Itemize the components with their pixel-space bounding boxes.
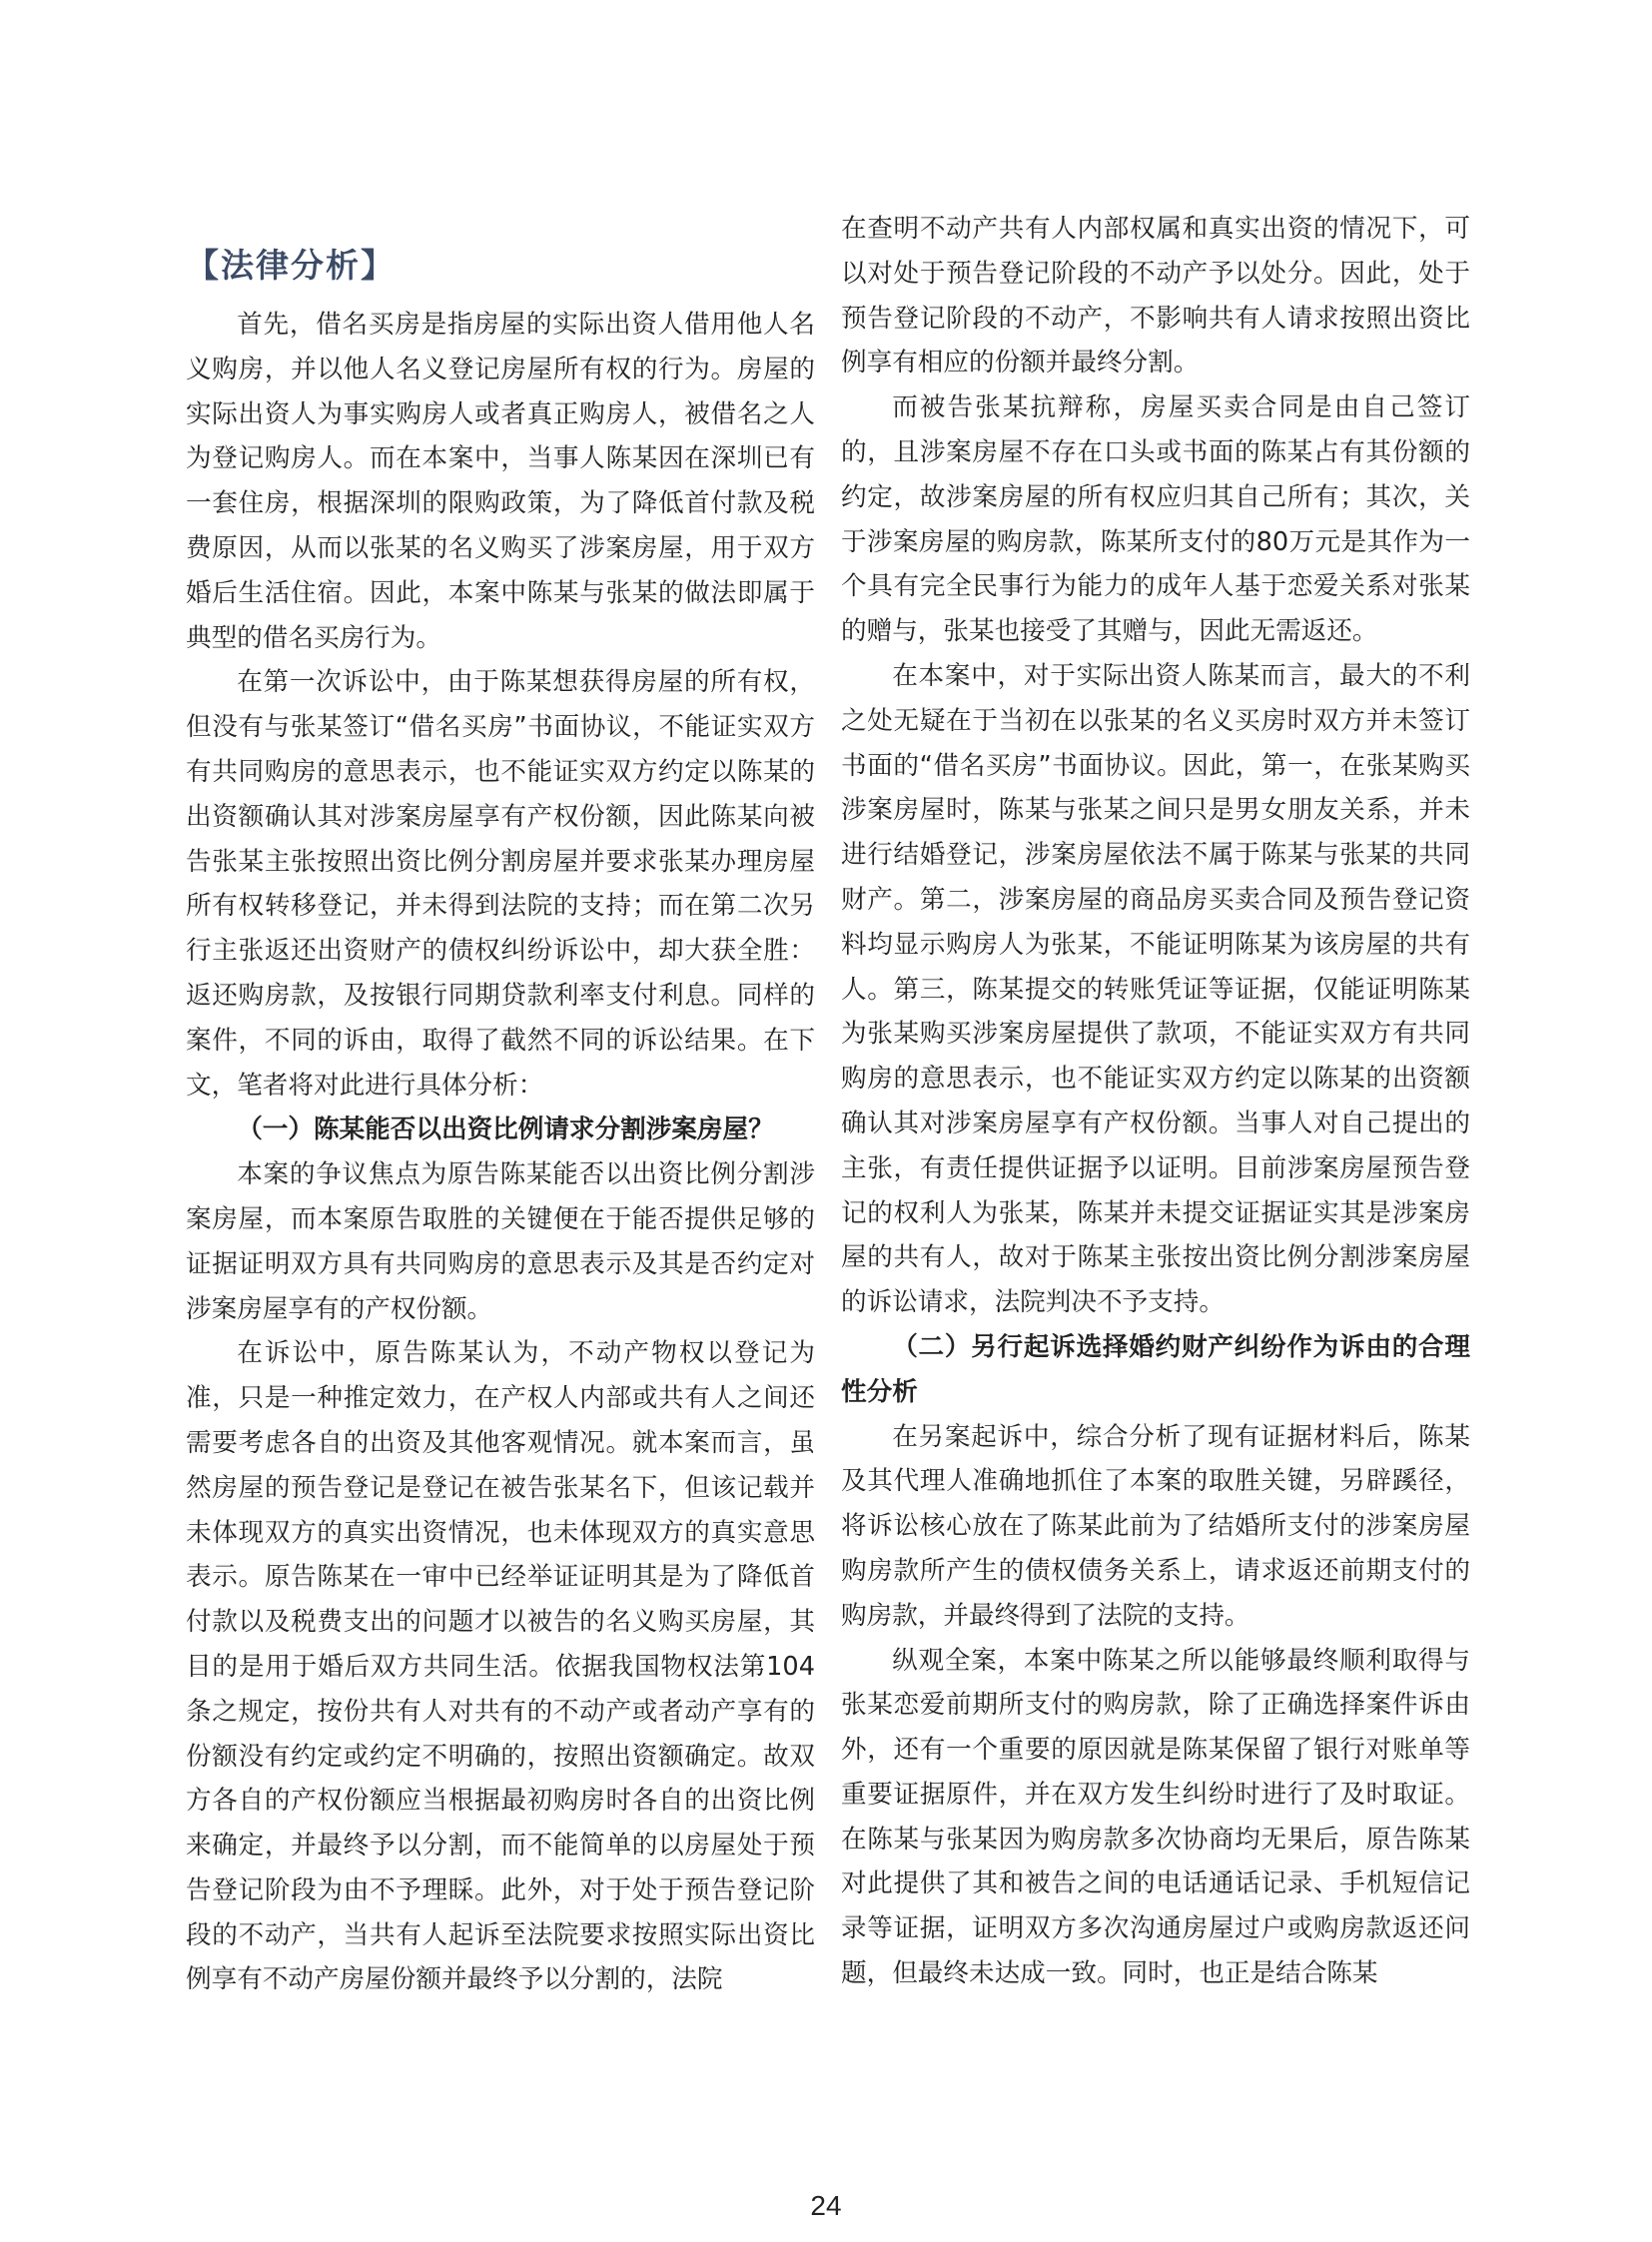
paragraph: 在诉讼中，原告陈某认为，不动产物权以登记为准，只是一种推定效力，在产权人内部或共有人之间还需要考虑各自的出资及其他客观情况。就本案而言，虽然房屋的预告登记是登记在被告张某名下，但该记载并未体现双方的真实出资情况，也未体现双方的真实意思表示。原告陈某在一审中已经举证证明其是为了降低首付款以及税费支出的问题才以被告的名义购买房屋，其目的是用于婚后双方共同生活。依据我国物权法第104条之规定，按份共有人对共有的不动产或者动产享有的份额没有约定或约定不明确的，按照出资额确定。故双方各自的产权份额应当根据最初购房时各自的出资比例来确定，并最终予以分割，而不能简单的以房屋处于预告登记阶段为由不予理睬。此外，对于处于预告登记阶段的不动产，当共有人起诉至法院要求按照实际出资比例享有不动产房屋份额并最终予以分割的，法院 [186,1338,815,1995]
right-column [841,207,1470,1996]
section-heading: 【法律分析】 [186,246,396,285]
left-column [186,205,815,2002]
paragraph-continued: 在查明不动产共有人内部权属和真实出资的情况下，可以对处于预告登记阶段的不动产予以处分。因此，处于预告登记阶段的不动产，不影响共有人请求按照出资比例享有相应的份额并最终分割。 [841,214,1470,378]
paragraph: 本案的争议焦点为原告陈某能否以出资比例分割涉案房屋，而本案原告取胜的关键便在于能否提供足够的证据证明双方具有共同购房的意思表示及其是否约定对涉案房屋享有的产权份额。 [186,1159,815,1324]
page-number: 24 [810,2190,842,2221]
paragraph: 在另案起诉中，综合分析了现有证据材料后，陈某及其代理人准确地抓住了本案的取胜关键，另辟蹊径，将诉讼核心放在了陈某此前为了结婚所支付的涉案房屋购房款所产生的债权债务关系上，请求返还前期支付的购房款，并最终得到了法院的支持。 [841,1421,1470,1631]
subheading: （二）另行起诉选择婚约财产纠纷作为诉由的合理性分析 [841,1331,1470,1407]
paragraph: 纵观全案，本案中陈某之所以能够最终顺利取得与张某恋爱前期所支付的购房款，除了正确选择案件诉由外，还有一个重要的原因就是陈某保留了银行对账单等重要证据原件，并在双方发生纠纷时进行了及时取证。在陈某与张某因为购房款多次协商均无果后，原告陈某对此提供了其和被告之间的电话通话记录、手机短信记录等证据，证明双方多次沟通房屋过户或购房款返还问题，但最终未达成一致。同时，也正是结合陈某 [841,1645,1470,1989]
paragraph: 首先，借名买房是指房屋的实际出资人借用他人名义购房，并以他人名义登记房屋所有权的行为。房屋的实际出资人为事实购房人或者真正购房人，被借名之人为登记购房人。而在本案中，当事人陈某因在深圳已有一套住房，根据深圳的限购政策，为了降低首付款及税费原因，从而以张某的名义购买了涉案房屋，用于双方婚后生活住宿。因此，本案中陈某与张某的做法即属于典型的借名买房行为。 [186,310,815,653]
paragraph: 在第一次诉讼中，由于陈某想获得房屋的所有权，但没有与张某签订“借名买房”书面协议，不能证实双方有共同购房的意思表示，也不能证实双方约定以陈某的出资额确认其对涉案房屋享有产权份额，因此陈某向被告张某主张按照出资比例分割房屋并要求张某办理房屋所有权转移登记，并未得到法院的支持；而在第二次另行主张返还出资财产的债权纠纷诉讼中，却大获全胜：返还购房款，及按银行同期贷款利率支付利息。同样的案件，不同的诉由，取得了截然不同的诉讼结果。在下文，笔者将对此进行具体分析： [186,667,815,1101]
paragraph: 而被告张某抗辩称，房屋买卖合同是由自己签订的，且涉案房屋不存在口头或书面的陈某占有其份额的约定，故涉案房屋的所有权应归其自己所有；其次，关于涉案房屋的购房款，陈某所支付的80万元是其作为一个具有完全民事行为能力的成年人基于恋爱关系对张某的赠与，张某也接受了其赠与，因此无需返还。 [841,392,1470,647]
paragraph: 在本案中，对于实际出资人陈某而言，最大的不利之处无疑在于当初在以张某的名义买房时双方并未签订书面的“借名买房”书面协议。因此，第一，在张某购买涉案房屋时，陈某与张某之间只是男女朋友关系，并未进行结婚登记，涉案房屋依法不属于陈某与张某的共同财产。第二，涉案房屋的商品房买卖合同及预告登记资料均显示购房人为张某，不能证明陈某为该房屋的共有人。第三，陈某提交的转账凭证等证据，仅能证明陈某为张某购买涉案房屋提供了款项，不能证实双方有共同购房的意思表示，也不能证实双方约定以陈某的出资额确认其对涉案房屋享有产权份额。当事人对自己提出的主张，有责任提供证据予以证明。目前涉案房屋预告登记的权利人为张某，陈某并未提交证据证实其是涉案房屋的共有人，故对于陈某主张按出资比例分割涉案房屋的诉讼请求，法院判决不予支持。 [841,660,1470,1318]
subheading: （一）陈某能否以出资比例请求分割涉案房屋？ [237,1115,774,1145]
